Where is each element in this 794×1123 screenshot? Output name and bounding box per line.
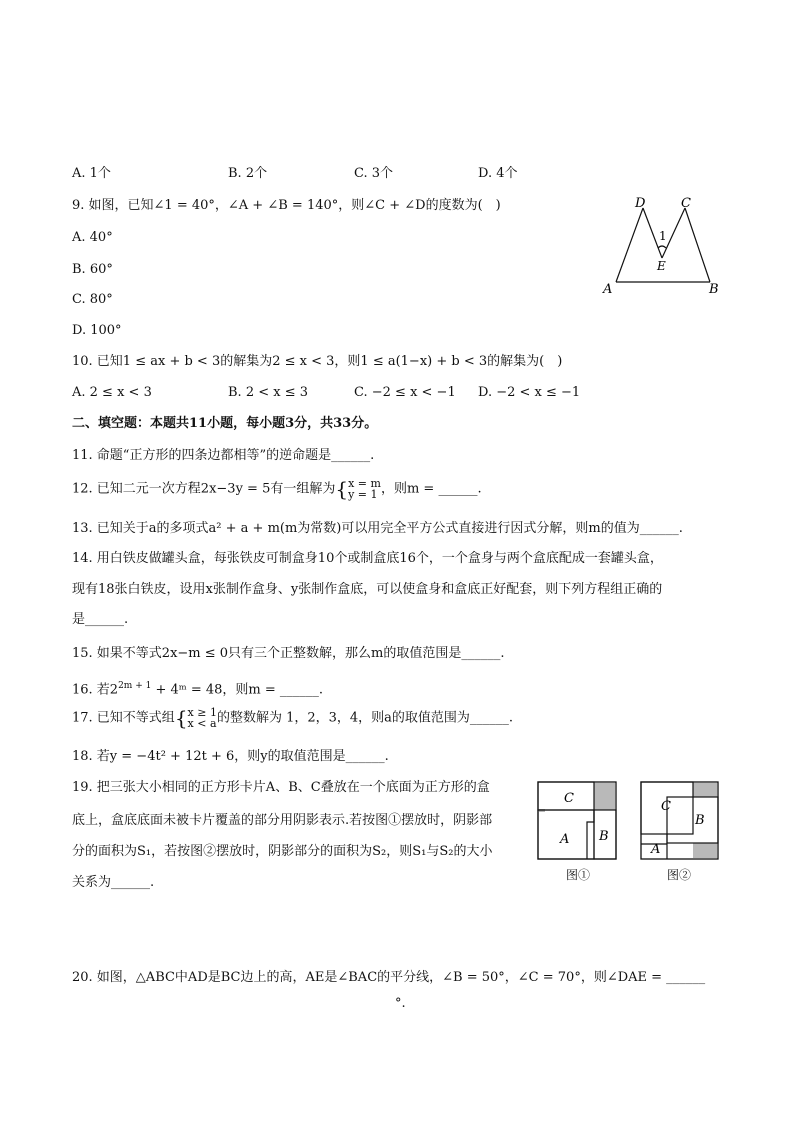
- q19-line3: 分的面积为S₁，若按图②摆放时，阴影部分的面积为S₂，则S₁与S₂的大小: [72, 844, 493, 859]
- q9-option-d: D. 100°: [72, 323, 122, 338]
- q9-option-c: C. 80°: [72, 292, 113, 307]
- q9-option-a: A. 40°: [72, 230, 113, 245]
- q8-option-b: B. 2个: [228, 166, 268, 181]
- q12-post: ，则m = ______.: [380, 481, 482, 497]
- q9-label-angle1: 1: [659, 229, 667, 243]
- q19-line1: 19. 把三张大小相同的正方形卡片A、B、C叠放在一个底面为正方形的盒: [72, 780, 490, 795]
- q12-sys2: y = 1: [348, 488, 378, 501]
- q19-figure-2: [639, 780, 721, 862]
- q14-line1: 14. 用白铁皮做罐头盒，每张铁皮可制盒身10个或制盒底16个，一个盒身与两个盒底配成一套罐头盒，: [72, 551, 663, 566]
- q19-fig2-caption: 图②: [667, 868, 692, 882]
- q19-fig2-card-b: B: [695, 813, 705, 828]
- q15: 15. 如果不等式2x−m ≤ 0只有三个正整数解，那么m的取值范围是______.: [72, 646, 505, 661]
- q20-line1: 20. 如图，△ABC中AD是BC边上的高，AE是∠BAC的平分线，∠B = 50°，∠C = 70°，则∠DAE = ______: [72, 970, 706, 985]
- q19-line4: 关系为______.: [72, 875, 155, 890]
- q9-label-e: E: [657, 259, 666, 273]
- q13: 13. 已知关于a的多项式a² + a + m(m为常数)可以用完全平方公式直接进行因式分解，则m的值为______.: [72, 521, 683, 536]
- q10-option-c: C. −2 ≤ x < −1: [354, 385, 456, 400]
- q19-fig2-card-c: C: [661, 799, 671, 814]
- q18: 18. 若y = −4t² + 12t + 6，则y的取值范围是______.: [72, 749, 389, 764]
- q14-line2: 现有18张白铁皮，设用x张制作盒身、y张制作盒底，可以使盒身和盒底正好配套，则下列方程组正确的: [72, 582, 663, 597]
- q16-exponent: 2m + 1: [118, 681, 152, 691]
- q17-pre: 17. 已知不等式组: [72, 710, 175, 726]
- q17-sys1: x ≥ 1: [187, 706, 217, 719]
- q17-post: 的整数解为 1，2，3，4，则a的取值范围为______.: [216, 710, 514, 726]
- q10-option-a: A. 2 ≤ x < 3: [72, 385, 152, 400]
- q8-option-a: A. 1个: [72, 166, 111, 181]
- q19-fig1-card-b: B: [599, 829, 609, 844]
- q19-fig1-caption: 图①: [566, 868, 591, 882]
- q16-post: + 4ᵐ = 48，则m = ______.: [151, 682, 324, 698]
- q8-option-d: D. 4个: [478, 166, 518, 181]
- q16: [72, 677, 323, 699]
- q12-sys1: x = m: [348, 477, 381, 490]
- q17-sys2: x < a: [187, 717, 217, 730]
- q19-figure-1: [536, 780, 620, 862]
- q19-fig1-card-a: A: [560, 832, 570, 847]
- q19-fig2-card-a: A: [651, 842, 661, 857]
- q16-pre: 16. 若2: [72, 682, 119, 698]
- q17: 17. 已知不等式组{ x ≥ 1 x < a 的整数解为 1，2，3，4，则a的取值范围为______.: [72, 706, 514, 730]
- q9-option-b: B. 60°: [72, 262, 113, 277]
- q14-line3: 是______.: [72, 612, 129, 627]
- q10-stem: 10. 已知1 ≤ ax + b < 3的解集为2 ≤ x < 3，则1 ≤ a(1−x) + b < 3的解集为( ): [72, 354, 563, 369]
- q19-line2: 底上，盒底底面未被卡片覆盖的部分用阴影表示.若按图①摆放时，阴影部: [72, 813, 493, 828]
- q10-option-b: B. 2 < x ≤ 3: [228, 385, 309, 400]
- q12-pre: 12. 已知二元一次方程2x−3y = 5有一组解为: [72, 481, 336, 497]
- q10-option-d: D. −2 < x ≤ −1: [478, 385, 581, 400]
- q9-label-a: A: [603, 282, 613, 297]
- q9-stem: 9. 如图，已知∠1 = 40°，∠A + ∠B = 140°，则∠C + ∠D的度数为( ): [72, 198, 501, 213]
- section2-heading: 二、填空题：本题共11小题，每小题3分，共33分。: [72, 416, 378, 431]
- q20-line2: °.: [395, 996, 406, 1011]
- q9-label-c: C: [681, 196, 691, 211]
- q11: 11. 命题“正方形的四条边都相等”的逆命题是______.: [72, 448, 375, 463]
- q19-fig1-card-c: C: [564, 791, 574, 806]
- q8-option-c: C. 3个: [354, 166, 394, 181]
- q9-label-d: D: [635, 196, 646, 211]
- q9-label-b: B: [709, 282, 719, 297]
- q9-figure: [598, 192, 728, 298]
- q12: 12. 已知二元一次方程2x−3y = 5有一组解为{ x = m y = 1 ，则m = ______.: [72, 477, 482, 501]
